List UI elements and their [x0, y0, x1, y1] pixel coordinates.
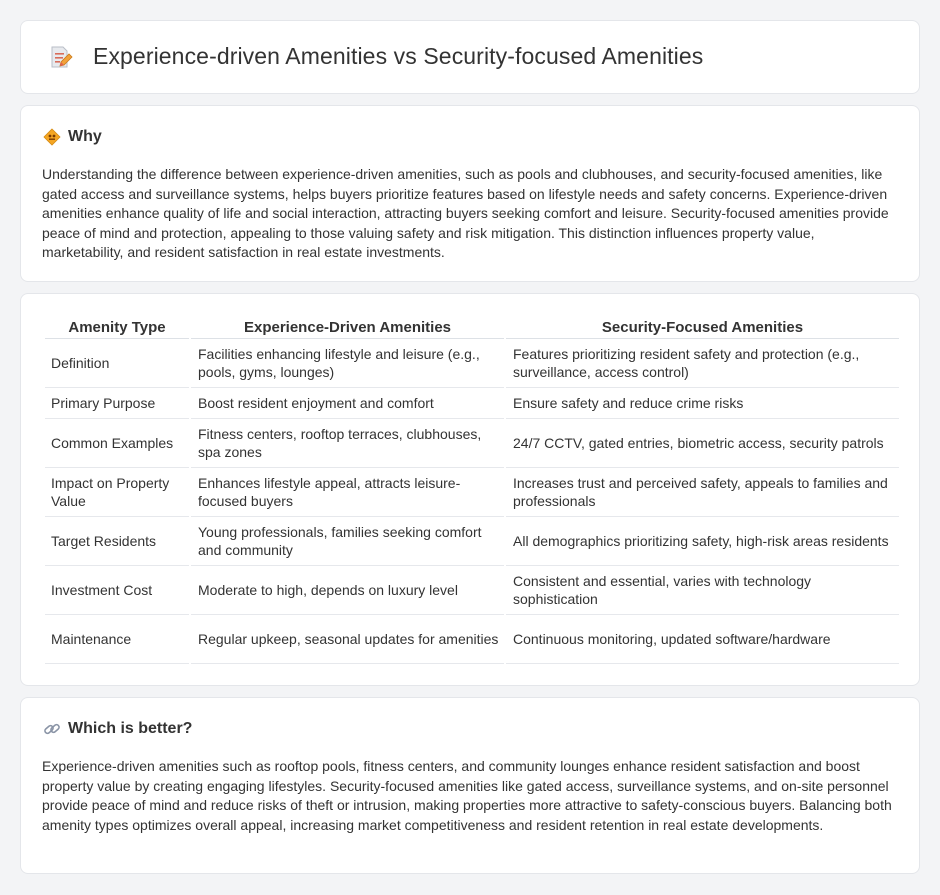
column-header: Amenity Type — [45, 316, 190, 338]
comparison-table — [45, 316, 899, 664]
experience-cell: Fitness centers, rooftop terraces, clubhouses, spa zones — [198, 425, 482, 460]
experience-cell: Regular upkeep, seasonal updates for amenities — [198, 630, 499, 647]
title-card — [20, 20, 920, 94]
row-label: Common Examples — [51, 434, 174, 451]
diamond-sign-icon — [43, 128, 61, 146]
why-text: Understanding the difference between experience-driven amenities, such as pools and clubhouses, and security-focused amenities, like gated access and surveillance systems, helps buyers prioritize features based on lifestyle needs and safety concerns. Experience-driven amenities enhance quality of life and social interaction, attracting buyers seeking comfort and leisure. Security-focused amenities provide peace of mind and protection, appealing to those valuing safety and risk mitigation. This distinction influences property value, marketability, and resident satisfaction in real estate investments. — [42, 166, 889, 261]
table-row — [45, 516, 899, 565]
experience-cell: Young professionals, families seeking comfort and community — [198, 523, 482, 558]
row-label: Definition — [51, 354, 110, 371]
which-is-better-heading: Which is better? — [68, 720, 193, 737]
table-row — [45, 614, 899, 663]
security-cell: All demographics prioritizing safety, high-risk areas residents — [513, 532, 889, 549]
document-pen-icon — [47, 44, 73, 70]
row-label: Target Residents — [51, 532, 157, 549]
column-header: Security-Focused Amenities — [505, 316, 899, 338]
security-cell: Ensure safety and reduce crime risks — [513, 394, 744, 411]
table-row — [45, 467, 899, 516]
why-section — [20, 105, 920, 282]
why-heading: Why — [68, 128, 102, 145]
which-is-better-text: Experience-driven amenities such as rooftop pools, fitness centers, and community lounges enhance resident satisfaction and boost property value by creating engaging lifestyles. Security-focused amenities like gated access, surveillance systems, and on-site personnel provide peace of mind and reduce risks of theft or intrusion, making properties more attractive to safety-conscious buyers. Balancing both amenity types optimizes overall appeal, increasing market competitiveness and resident retention in real estate developments. — [42, 758, 892, 833]
table-row — [45, 418, 899, 467]
column-header: Experience-Driven Amenities — [190, 316, 505, 338]
security-cell: 24/7 CCTV, gated entries, biometric access, security patrols — [513, 434, 884, 451]
experience-cell: Boost resident enjoyment and comfort — [198, 394, 434, 411]
page-title: Experience-driven Amenities vs Security-focused Amenities — [93, 43, 704, 69]
security-cell: Consistent and essential, varies with technology sophistication — [513, 572, 812, 607]
row-label: Investment Cost — [51, 581, 153, 598]
experience-cell: Moderate to high, depends on luxury level — [198, 581, 458, 598]
experience-cell: Enhances lifestyle appeal, attracts leisure-focused buyers — [198, 474, 461, 509]
security-cell: Features prioritizing resident safety and protection (e.g., surveillance, access control) — [513, 345, 860, 380]
link-icon — [43, 720, 61, 738]
experience-cell: Facilities enhancing lifestyle and leisure (e.g., pools, gyms, lounges) — [198, 345, 480, 380]
row-label: Primary Purpose — [51, 394, 156, 411]
security-cell: Continuous monitoring, updated software/hardware — [513, 630, 831, 647]
table-header-row — [45, 316, 899, 338]
comparison-table-card — [20, 293, 920, 686]
table-row — [45, 387, 899, 418]
table-row — [45, 565, 899, 614]
which-is-better-section — [20, 697, 920, 874]
row-label: Maintenance — [51, 630, 132, 647]
table-row — [45, 338, 899, 387]
row-label: Impact on Property Value — [51, 474, 170, 509]
security-cell: Increases trust and perceived safety, appeals to families and professionals — [513, 474, 888, 509]
